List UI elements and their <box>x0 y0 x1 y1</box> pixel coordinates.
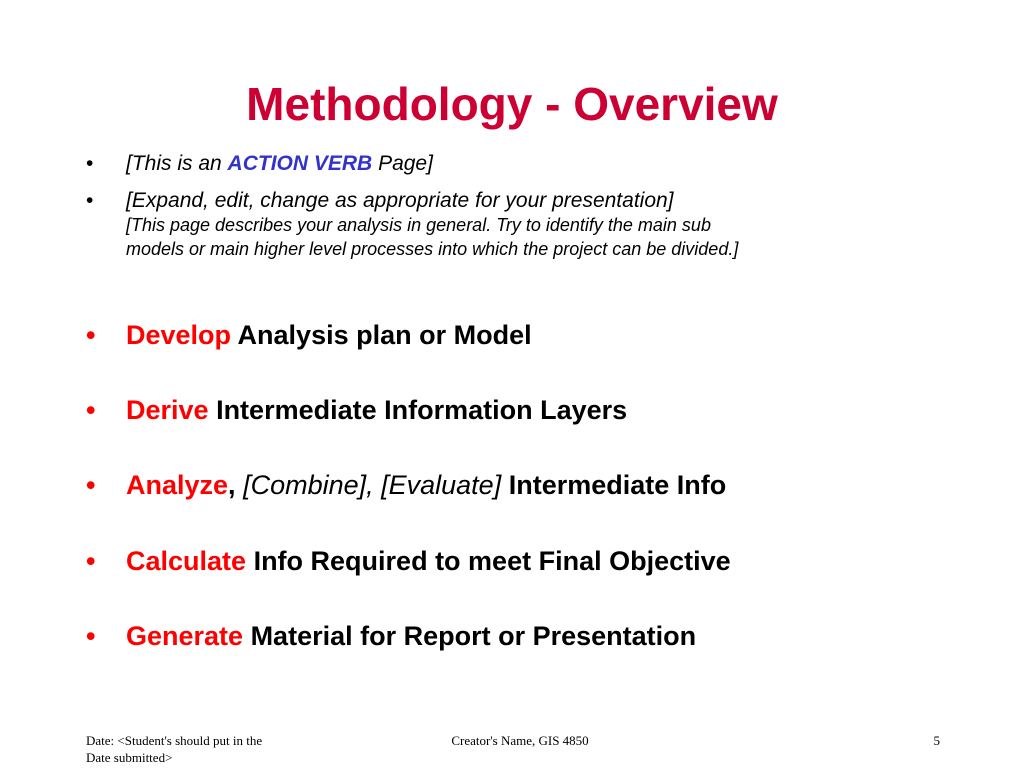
step-verb: Analyze <box>126 470 229 500</box>
step-description: Intermediate Info <box>501 470 727 500</box>
instruction-line-3: models or main higher level processes into which the project can be divided.] <box>126 239 739 259</box>
bullet-icon: • <box>86 546 96 576</box>
step-description: Info Required to meet Final Objective <box>246 546 731 576</box>
footer-creator: Creator's Name, GIS 4850 <box>451 733 589 748</box>
step-italic-options: [Combine], [Evaluate] <box>235 470 502 500</box>
step-description: Material for Report or Presentation <box>243 621 697 651</box>
bullet-icon: • <box>86 395 96 425</box>
bullet-icon: • <box>86 320 96 350</box>
footer-page-number: 5 <box>933 733 940 748</box>
step-text <box>126 394 986 426</box>
bullet-icon: • <box>86 470 96 500</box>
step-text <box>126 319 986 351</box>
intro-bullet-text <box>126 152 986 176</box>
bullet-icon: • <box>86 621 96 651</box>
intro-text-after: Page] <box>372 152 433 175</box>
step-verb: Derive <box>126 395 209 425</box>
step-verb: Develop <box>126 320 232 350</box>
bullet-icon: • <box>86 152 94 175</box>
step-verb: Generate <box>126 621 244 651</box>
action-verb-highlight: ACTION VERB <box>227 152 373 175</box>
intro-text-before: [This is an <box>126 152 228 175</box>
slide-title: Methodology - Overview <box>246 78 778 130</box>
step-text <box>126 545 986 577</box>
step-description: Intermediate Information Layers <box>208 395 628 425</box>
bullet-icon: • <box>86 189 94 212</box>
footer-date-line-1: Date: <Student's should put in the <box>86 733 263 748</box>
step-text <box>126 620 986 652</box>
step-description: Analysis plan or Model <box>231 320 532 350</box>
step-text <box>126 469 986 501</box>
instruction-line-1: [Expand, edit, change as appropriate for your presentation] <box>126 189 674 212</box>
footer-date-line-2: Date submitted> <box>86 750 173 765</box>
footer-date <box>86 732 346 766</box>
step-verb: Calculate <box>126 546 247 576</box>
intro-bullet-text <box>126 189 986 261</box>
instruction-line-2: [This page describes your analysis in general. Try to identify the main sub <box>126 215 711 235</box>
step-comma: , <box>228 470 236 500</box>
